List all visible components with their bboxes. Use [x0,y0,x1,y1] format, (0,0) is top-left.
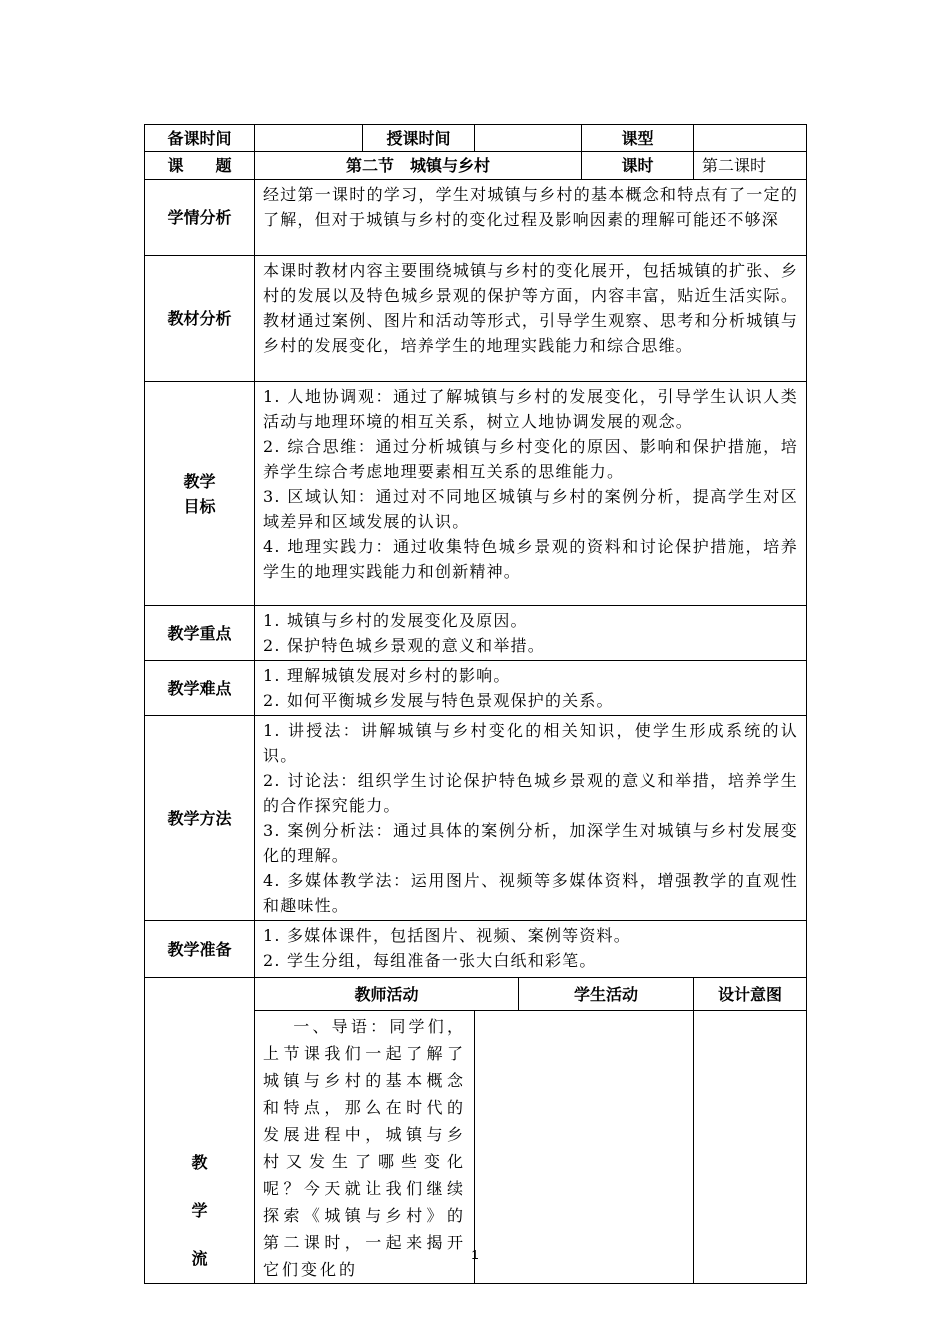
section-paragraph: 本课时教材内容主要围绕城镇与乡村的变化展开，包括城镇的扩张、乡村的发展以及特色城乡景观的保护等方面，内容丰富，贴近生活实际。教材通过案例、图片和活动等形式，引导学生观察、思考和分析城镇与乡村的发展变化，培养学生的地理实践能力和综合思维。 [263,261,799,355]
section-paragraph: 2. 学生分组，每组准备一张大白纸和彩笔。 [263,951,597,970]
section-row [145,716,807,921]
topic-label: 课 题 [145,152,255,180]
teacher-activity-text: 一、导语：同学们，上节课我们一起了解了城镇与乡村的基本概念和特点，那么在时代的发展进程中，城镇与乡村又发生了哪些变化呢？今天就让我们继续探索《城镇与乡村》的第二课时，一起来揭开它们变化的 [263,1017,466,1279]
period-label: 课时 [582,152,694,180]
period-value: 第二课时 [694,152,807,180]
section-paragraph: 4. 多媒体教学法：运用图片、视频等多媒体资料，增强教学的直观性和趣味性。 [263,871,799,915]
section-paragraph: 1. 城镇与乡村的发展变化及原因。 [263,611,528,630]
section-paragraph: 1. 讲授法：讲解城镇与乡村变化的相关知识，使学生形成系统的认识。 [263,721,799,765]
section-row [145,180,807,256]
section-label: 教学重点 [145,606,255,661]
section-row [145,606,807,661]
class-time-value [475,125,582,152]
section-paragraph: 1. 多媒体课件，包括图片、视频、案例等资料。 [263,926,631,945]
section-content [255,180,807,256]
section-label: 教学方法 [145,716,255,921]
section-label: 教材分析 [145,256,255,382]
section-paragraph: 1. 理解城镇发展对乡村的影响。 [263,666,511,685]
section-content [255,661,807,716]
section-label [145,382,255,606]
flow-label-char: 学 [191,1201,208,1220]
section-row [145,256,807,382]
class-time-label: 授课时间 [363,125,475,152]
header-row-1 [145,125,807,152]
design-intent-header: 设计意图 [694,978,807,1011]
section-label-line: 教学 [183,471,216,491]
section-paragraph: 经过第一课时的学习，学生对城镇与乡村的基本概念和特点有了一定的了解，但对于城镇与乡村的变化过程及影响因素的理解可能还不够深 [263,185,799,229]
teacher-activity-header: 教师活动 [255,978,519,1011]
flow-header-row [145,978,807,1011]
section-content [255,921,807,978]
section-paragraph: 3. 区域认知：通过对不同地区城镇与乡村的案例分析，提高学生对区域差异和区域发展的认识。 [263,487,799,531]
section-paragraph: 4. 地理实践力：通过收集特色城乡景观的资料和讨论保护措施，培养学生的地理实践能力和创新精神。 [263,537,799,581]
prep-time-label: 备课时间 [145,125,255,152]
lesson-type-value [694,125,807,152]
section-content [255,606,807,661]
section-content [255,382,807,606]
student-activity-cell [475,1011,694,1284]
lesson-type-label: 课型 [582,125,694,152]
section-label: 教学难点 [145,661,255,716]
prep-time-value [255,125,363,152]
section-label-line: 目标 [183,496,216,516]
section-paragraph: 3. 案例分析法：通过具体的案例分析，加深学生对城镇与乡村发展变化的理解。 [263,821,799,865]
section-row [145,661,807,716]
section-paragraph: 1. 人地协调观：通过了解城镇与乡村的发展变化，引导学生认识人类活动与地理环境的相互关系，树立人地协调发展的观念。 [263,387,799,431]
teacher-activity-cell [255,1011,475,1284]
lesson-plan-table [144,124,807,1284]
flow-label [145,978,255,1284]
section-paragraph: 2. 保护特色城乡景观的意义和举措。 [263,636,545,655]
section-row [145,382,807,606]
section-paragraph: 2. 如何平衡城乡发展与特色景观保护的关系。 [263,691,614,710]
page-number: 1 [471,1247,479,1262]
section-row [145,921,807,978]
section-content [255,716,807,921]
topic-value: 第二节 城镇与乡村 [255,152,582,180]
design-intent-cell [694,1011,807,1284]
section-paragraph: 2. 讨论法：组织学生讨论保护特色城乡景观的意义和举措，培养学生的合作探究能力。 [263,771,799,815]
flow-label-char: 教 [191,1153,208,1172]
section-paragraph: 2. 综合思维：通过分析城镇与乡村变化的原因、影响和保护措施，培养学生综合考虑地理要素相互关系的思维能力。 [263,437,799,481]
section-label: 学情分析 [145,180,255,256]
section-content [255,256,807,382]
flow-label-char: 流 [191,1249,208,1268]
student-activity-header: 学生活动 [519,978,694,1011]
header-row-2 [145,152,807,180]
section-label: 教学准备 [145,921,255,978]
